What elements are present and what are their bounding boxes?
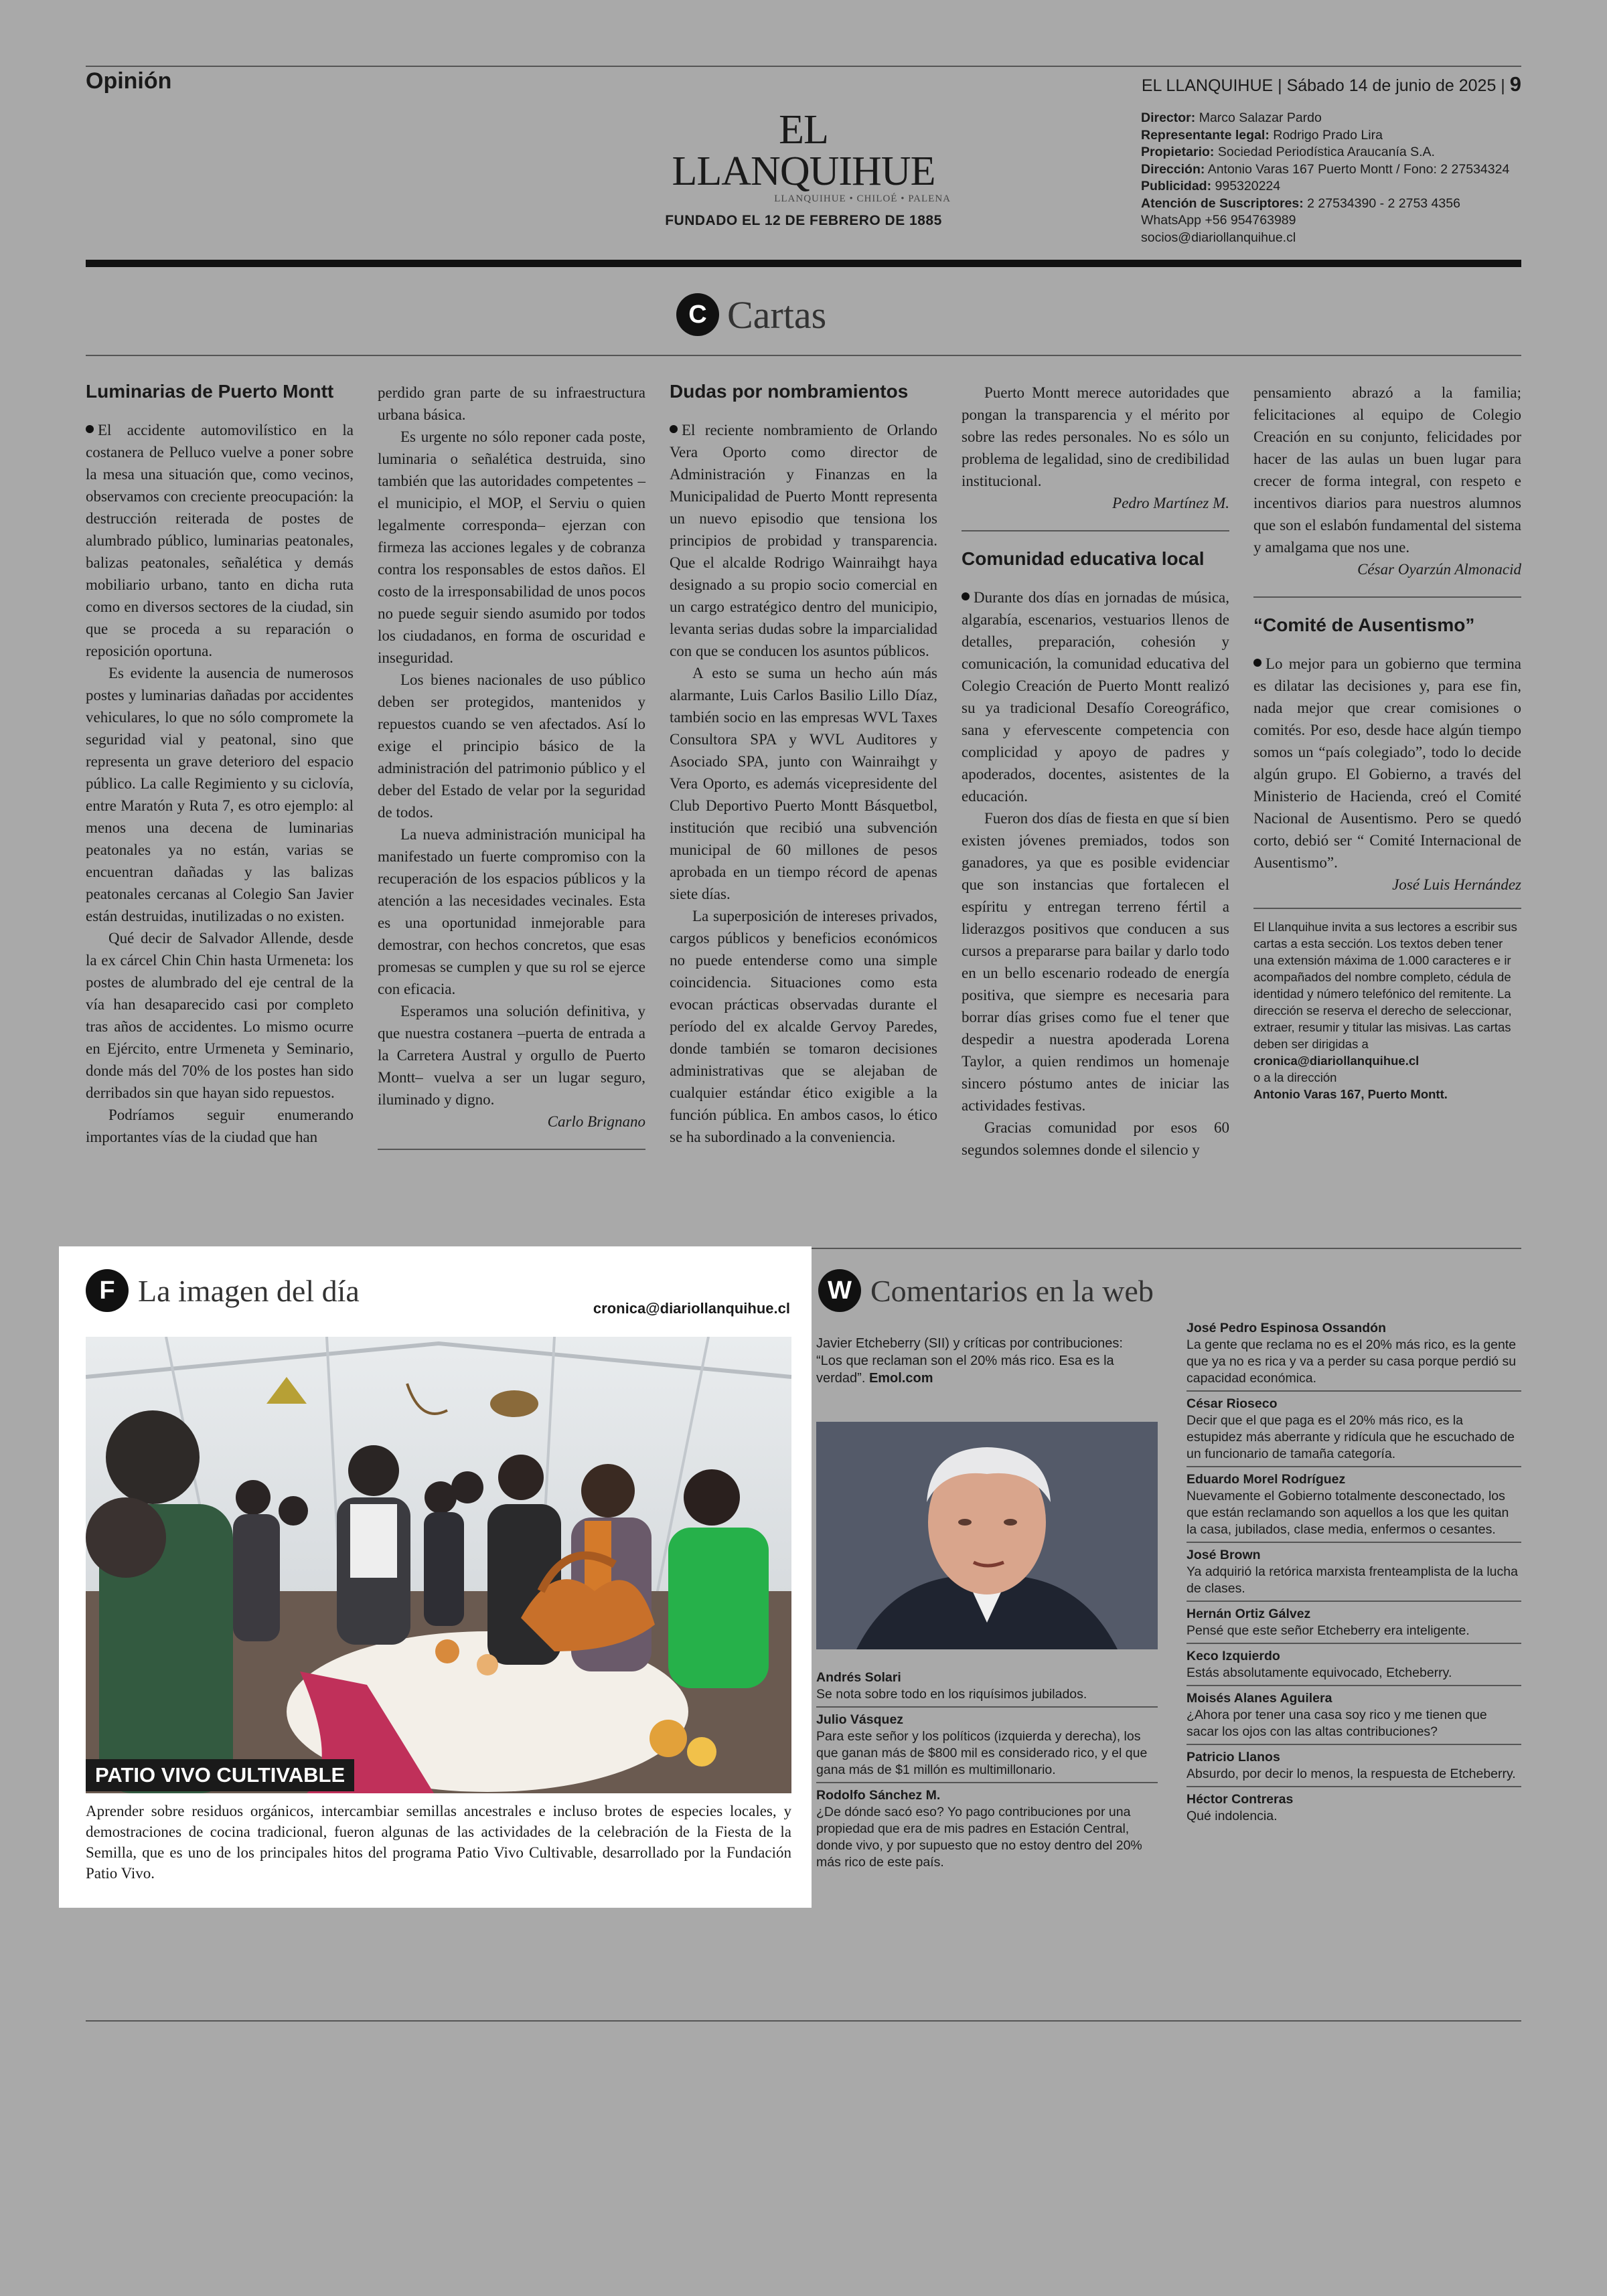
comment-divider [1187,1643,1521,1644]
letter-column-3 [670,380,937,1148]
comment-author: José Brown [1187,1548,1261,1562]
founded-line: FUNDADO EL 12 DE FEBRERO DE 1885 [665,213,942,228]
comment-author: Hernán Ortiz Gálvez [1187,1607,1311,1621]
comment [1187,1471,1521,1538]
comment-divider [816,1706,1158,1708]
column-rule [1253,596,1521,598]
event-photo [86,1337,791,1793]
submission-address: Antonio Varas 167, Puerto Montt. [1253,1087,1448,1101]
bullet-icon [86,425,94,433]
comment [816,1669,1158,1703]
letter-signature: Pedro Martínez M. [1112,495,1229,511]
comment-text: Se nota sobre todo en los riquísimos jubilados. [816,1687,1087,1702]
comment-text: Para este señor y los políticos (izquierda y derecha), los que ganan más de $800 mil es considerado rico, y el que gana más de $1 millón es multimillonario. [816,1729,1148,1777]
letter-paragraph: El reciente nombramiento de Orlando Vera Oporto como director de Administración y Finanzas en la Municipalidad de Puerto Montt representa un nuevo episodio que tensiona los principios de probidad y transparencia. Que el alcalde Rodrigo Wainraihgt haya designado a su propio socio comercial en un cargo estratégico dentro del municipio, levanta serias dudas sobre la imparcialidad con que se conducen los asuntos públicos. [670,422,937,659]
letter-paragraph: Es urgente no sólo reponer cada poste, luminaria o señalética destruida, sino también que las autoridades competentes –el municipio, el MOP, el Serviu o quien legalmente corresponda– ejerzan con firmeza las acciones legales y de cobranza contra los responsables de estos daños. El costo de la irresponsabilidad de unos pocos no puede seguir siendo asumido por todos los ciudadanos, en forma de oscuridad e inseguridad. [378,428,645,666]
letter-signature: José Luis Hernández [1392,876,1521,893]
letter-paragraph: Qué decir de Salvador Allende, desde la ex cárcel Chin Chin hasta Urmeneta: los postes de alumbrado del eje central de la vía han desaparecido casi por completo tras años de accidentes. Lo mismo ocurre en Ejército, entre Urmeneta y Seminario, donde más del 70% de los postes han sido derribados sin que hayan sido repuestos. [86,930,354,1101]
staff-line: Dirección: Antonio Varas 167 Puerto Montt / Fono: 2 27534324 [1141,161,1510,177]
letter-paragraph: La superposición de intereses privados, cargos públicos y beneficios económicos no puede entenderse como una simple coincidencia. Situaciones como esta evocan prácticas observadas durante el período del ex alcalde Gervoy Paredes, donde también se tomaron decisiones administrativas que se alejaban de cualquier estándar ético exigible a la función pública. En ambos casos, lo ético se ha subordinado a la conveniencia. [670,908,937,1145]
letter-paragraph: Puerto Montt merece autoridades que pongan la transparencia y el mérito por sobre las redes personales. No es sólo un problema de legalidad, sino de credibilidad institucional. [962,384,1229,489]
bottom-rule [86,2020,1521,2022]
column-rule [962,530,1229,531]
comment-text: Nuevamente el Gobierno totalmente desconectado, los que están reclamando son aquellos a los que les quitan la casa, jubilados, clase media, enfermos o cesantes. [1187,1489,1509,1537]
staff-line: Publicidad: 995320224 [1141,179,1281,193]
web-intro: Javier Etcheberry (SII) y críticas por contribuciones: “Los que reclaman son el 20% más rico. Esa es la verdad”. Emol.com [816,1336,1123,1386]
column-rule [1253,908,1521,909]
cartas-heading [676,289,826,340]
staff-line: WhatsApp +56 954763989 [1141,213,1296,228]
letter-paragraph: El accidente automovilístico en la costanera de Pelluco vuelve a poner sobre la mesa una situación que, como vecinos, observamos con creciente preocupación: la destrucción reiterada de postes de alumbrado público, luminarias peatonales, balizas peatonales, señalética y demás mobiliario urbano, tanto en dicha ruta como en diversos sectores de la ciudad, sin que se proceda a su reparación o reposición oportuna. [86,422,354,659]
letter-paragraph: Esperamos una solución definitiva, y que nuestra costanera –puerta de entrada a la Carretera Austral y orgullo de Puerto Montt– vuelva a ser un lugar seguro, iluminado y digno. [378,1003,645,1108]
image-title: La imagen del día [138,1273,360,1308]
bullet-icon [962,592,970,600]
issue-line [1142,72,1521,96]
letter-heading: Comunidad educativa local [962,548,1205,569]
comment-author: César Rioseco [1187,1396,1278,1411]
masthead-sub: LLANQUIHUE • CHILOÉ • PALENA [774,193,951,204]
staff-box [1141,110,1543,246]
comment [1187,1749,1521,1783]
comment [1187,1320,1521,1387]
staff-line[interactable]: socios@diariollanquihue.cl [1141,230,1296,245]
comment-text: Decir que el que paga es el 20% más rico, es la estupidez más aberrante y ridícula que he escuchado de un funcionario de tamaña categoría. [1187,1413,1515,1461]
letter-paragraph: La nueva administración municipal ha manifestado un fuerte compromiso con la recuperación de los espacios públicos y la atención a las necesidades vecinales. Esta es una oportunidad inmejorable para demostrar, con hechos concretos, que esas promesas se cumplen y que su rol se ejerce con eficacia. [378,826,645,997]
comment-text: Pensé que este señor Etcheberry era inteligente. [1187,1623,1470,1638]
cartas-badge: C [676,293,719,336]
letter-column-1 [86,380,354,1148]
cartas-rule [86,355,1521,356]
masthead-name: EL LLANQUIHUE [672,107,935,194]
comment [816,1712,1158,1779]
staff-line: Representante legal: Rodrigo Prado Lira [1141,127,1383,143]
web-badge: W [818,1269,861,1312]
letter-column-4 [962,382,1229,1161]
comment-author: José Pedro Espinosa Ossandón [1187,1321,1387,1335]
comment-divider [1187,1786,1521,1787]
letter-paragraph: Gracias comunidad por esos 60 segundos solemnes donde el silencio y [962,1119,1229,1158]
letter-heading: Dudas por nombramientos [670,381,909,402]
section-label: Opinión [86,68,172,94]
comment [1187,1606,1521,1639]
issue-date: EL LLANQUIHUE | Sábado 14 de junio de 2025 | [1141,76,1505,95]
comment-text: La gente que reclama no es el 20% más rico, es la gente que ya no es rica y va a perder su casa porque perdió su capacidad económica. [1187,1337,1517,1386]
header-thick-rule [86,260,1521,267]
letter-paragraph: Los bienes nacionales de uso público deben ser protegidos, mantenidos y repuestos cuando se ven afectados. Así lo exige el principio básico de la administración del patrimonio público y el deber del Estado de velar por la seguridad de todos. [378,671,645,821]
image-of-day-heading [86,1269,360,1312]
cartas-title: Cartas [727,293,827,337]
comment-divider [816,1782,1158,1783]
comment-author: Patricio Llanos [1187,1750,1280,1765]
letter-paragraph: A esto se suma un hecho aún más alarmante, Luis Carlos Basilio Lillo Díaz, también socio en las empresas WVL Taxes Consultora SPA y WVL Auditores y Asociado SPA, junto con Wainraihgt y Vera Oporto, es además vicepresidente del Club Deportivo Puerto Montt Básquetbol, institución que recibió una subvención municipal de 60 millones de pesos aprobada en un tiempo récord de apenas siete días. [670,665,937,902]
comment-list-right [1187,1320,1521,1825]
web-source[interactable]: Emol.com [868,1371,933,1386]
comment [1187,1648,1521,1682]
comment-author: Julio Vásquez [816,1712,904,1727]
letter-paragraph: Durante dos días en jornadas de música, algarabía, escenarios, vestuarios llenos de detalles, preparación, cohesión y comunicación, la comunidad educativa del Colegio Creación de Puerto Montt realizó su ya tradicional Desafío Coreográfico, sana y efervescente competencia con complicidad y apoyo de padres y apoderados, docentes, asistentes de la educación. [962,589,1229,805]
page-number: 9 [1509,72,1521,96]
comment-author: Moisés Alanes Aguilera [1187,1691,1332,1706]
comment-author: Keco Izquierdo [1187,1649,1280,1663]
letter-paragraph: Lo mejor para un gobierno que termina es dilatar las decisiones y, para ese fin, nada mejor que crear comisiones o comités. Por eso, desde hace algún tiempo somos un “país colegiado”, todo lo decide algún grupo. El Gobierno, a través del Ministerio de Hacienda, creó el Comité Nacional de Ausentismo. Pero se quedó corto, debió ser “ Comité Internacional de Ausentismo”. [1253,655,1521,871]
comment-divider [1187,1466,1521,1467]
comment [1187,1791,1521,1825]
letter-paragraph: perdido gran parte de su infraestructura urbana básica. [378,384,645,423]
letter-column-5 [1253,382,1521,1102]
comment [1187,1690,1521,1740]
comment-text: Estás absolutamente equivocado, Etcheberry. [1187,1665,1452,1680]
comment-divider [1187,1744,1521,1745]
submission-note: El Llanquihue invita a sus lectores a escribir sus cartas a esta sección. Los textos deben tener una extensión máxima de 1.000 caracteres e ir acompañados del nombre completo, cédula de identidad y número telefónico del remitente. La dirección se reserva el derecho de seleccionar, extraer, resumir y titular las misivas. Las cartas deben ser dirigidas a cronica@diariollanquihue.cl o a la dirección Antonio Varas 167, Puerto Montt. [1253,920,1517,1101]
staff-line: Director: Marco Salazar Pardo [1141,110,1322,125]
comment-list-left [816,1669,1158,1871]
image-email[interactable]: cronica@diariollanquihue.cl [593,1300,790,1317]
web-comments-heading [818,1269,1154,1312]
submission-email[interactable]: cronica@diariollanquihue.cl [1253,1054,1420,1068]
comment-author: Rodolfo Sánchez M. [816,1788,941,1803]
letter-signature: Carlo Brignano [547,1113,645,1130]
comment-divider [1187,1601,1521,1602]
comment-divider [1187,1542,1521,1543]
bullet-icon [670,425,678,433]
comment-text: Absurdo, por decir lo menos, la respuesta de Etcheberry. [1187,1767,1516,1781]
letter-column-2 [378,382,645,1166]
letter-paragraph: Podríamos seguir enumerando importantes vías de la ciudad que han [86,1106,354,1145]
web-title: Comentarios en la web [870,1273,1154,1308]
letter-signature: César Oyarzún Almonacid [1357,561,1521,578]
letter-heading: “Comité de Ausentismo” [1253,614,1475,635]
comment-text: Qué indolencia. [1187,1809,1278,1823]
comment [1187,1396,1521,1463]
comment-divider [1187,1390,1521,1392]
letter-heading: Luminarias de Puerto Montt [86,381,334,402]
comment-author: Héctor Contreras [1187,1792,1294,1807]
comment [1187,1547,1521,1597]
letter-paragraph: pensamiento abrazó a la familia; felicitaciones al equipo de Colegio Creación en su conjunto, felicidades por hacer de las aulas un buen lugar para crecer de forma integral, con respeto e incentivos diarios para nuestros alumnos que son el eslabón fundamental del sistema y amalgama que nos une. [1253,384,1521,556]
column-rule [378,1149,645,1150]
comment-text: ¿De dónde sacó eso? Yo pago contribuciones por una propiedad que era de mis padres en Estación Central, donde vivo, y por supuesto que no estoy dentro del 20% más rico de este país. [816,1805,1142,1870]
comment-divider [1187,1685,1521,1686]
comment [816,1787,1158,1871]
top-rule [86,66,1521,67]
comment-author: Eduardo Morel Rodríguez [1187,1472,1346,1487]
letter-paragraph: Fueron dos días de fiesta en que sí bien existen jóvenes premiados, todos son ganadores, ya que es posible evidenciar que son instancias que fortalecen el espíritu y entregan terreno fértil a liderazgos positivos que conducen a sus cursos a prepararse para bailar y darlo todo en un bello escenario rodeado de energía positiva, que siempre es necesaria para borrar días grises como fue el tener que despedir a nuestra apoderada Lorena Taylor, a quien rendimos un homenaje sincero póstumo antes de iniciar las actividades festivas. [962,810,1229,1114]
letter-paragraph: Es evidente la ausencia de numerosos postes y luminarias dañadas por accidentes vehiculares, lo que no sólo compromete la seguridad vial y peatonal, sino que representa un grave deterioro del espacio público. La calle Regimiento y su ciclovía, entre Maratón y Ruta 7, es otro ejemplo: al menos una decena de luminarias peatonales ya no están, varias se encuentran dañadas y las balizas peatonales cercanas al Colegio San Javier están destruidas, inutilizadas o no existen. [86,665,354,924]
photo-caption: Aprender sobre residuos orgánicos, intercambiar semillas ancestrales e incluso brotes de especies locales, y demostraciones de cocina tradicional, fueron algunas de las actividades de la celebración de la Fiesta de la Semilla, que es uno de los principales hitos del programa Patio Vivo Cultivable, desarrollado por la Fundación Patio Vivo. [86,1803,791,1882]
staff-line: Atención de Suscriptores: 2 27534390 - 2 2753 4356 [1141,195,1460,211]
masthead [656,109,951,229]
comment-text: ¿Ahora por tener una casa soy rico y me tienen que sacar los ojos con las altas contribuciones? [1187,1708,1487,1739]
image-badge: F [86,1269,129,1312]
comment-author: Andrés Solari [816,1670,901,1685]
official-photo [816,1422,1158,1649]
comment-text: Ya adquirió la retórica marxista frenteamplista de la lucha de clases. [1187,1564,1518,1596]
photo-tag: PATIO VIVO CULTIVABLE [86,1759,354,1791]
bullet-icon [1253,659,1261,667]
staff-line: Propietario: Sociedad Periodística Araucanía S.A. [1141,145,1435,159]
